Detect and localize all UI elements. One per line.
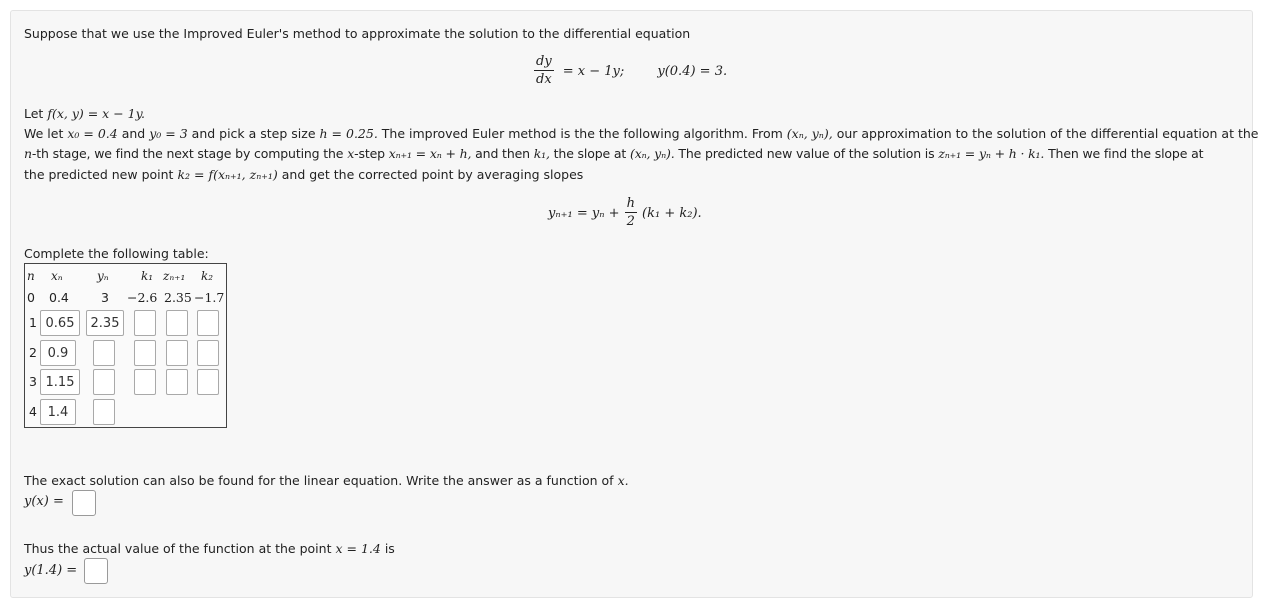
- para-text: and: [121, 126, 146, 141]
- row2-n: 2: [29, 345, 37, 360]
- row2-k2-input[interactable]: [197, 340, 219, 366]
- row0-n: 0: [27, 290, 35, 305]
- update-num: h: [626, 196, 635, 211]
- para-math: zₙ₊₁ = yₙ + h · k₁.: [938, 146, 1045, 161]
- row4-x-input[interactable]: 1.4: [40, 399, 76, 425]
- ode-equation: [534, 54, 727, 87]
- para-math: x₀ = 0.4: [67, 126, 118, 141]
- para-text: -th stage, we find the next stage by computing the: [31, 146, 344, 161]
- para-math: k₂ = f(xₙ₊₁, zₙ₊₁): [177, 167, 278, 182]
- exact-solution-input[interactable]: [72, 490, 96, 516]
- exact-prompt-text: The exact solution can also be found for the linear equation. Write the answer as a function of: [24, 473, 614, 488]
- intro-text: Suppose that we use the Improved Euler's method to approximate the solution to the differential equation: [24, 26, 691, 41]
- para-text: The improved Euler method is the the following algorithm. From: [381, 126, 783, 141]
- para-text: the slope at: [553, 146, 627, 161]
- row3-k1-input[interactable]: [134, 369, 156, 395]
- para-text: -step: [354, 146, 385, 161]
- row2-x-input[interactable]: 0.9: [40, 340, 76, 366]
- para-math: xₙ₊₁ = xₙ + h,: [388, 146, 472, 161]
- header-n: n: [27, 269, 35, 283]
- let-f-math: f(x, y) = x − 1y.: [47, 106, 145, 121]
- header-k2: k₂: [201, 269, 214, 283]
- row2-y-input[interactable]: [93, 340, 115, 366]
- update-den: 2: [626, 214, 635, 229]
- update-lhs: yₙ₊₁ = yₙ +: [548, 206, 620, 221]
- row1-k1-input[interactable]: [134, 310, 156, 336]
- row0-z: 2.35: [164, 290, 192, 305]
- row3-y-input[interactable]: [93, 369, 115, 395]
- actual-prompt-text: Thus the actual value of the function at the point: [24, 541, 332, 556]
- actual-prompt-text-2: is: [384, 541, 395, 556]
- update-rhs: (k₁ + k₂).: [642, 206, 702, 221]
- actual-prompt: [24, 541, 395, 556]
- row3-n: 3: [29, 374, 37, 389]
- update-formula: [548, 196, 702, 229]
- para-math: h = 0.25.: [319, 126, 378, 141]
- para-text: The predicted new value of the solution is: [678, 146, 935, 161]
- para-math: k₁,: [533, 146, 550, 161]
- exact-prompt: [24, 473, 629, 488]
- ode-initial-condition: y(0.4) = 3.: [657, 64, 728, 79]
- row0-y: 3: [101, 290, 109, 305]
- row1-y-input[interactable]: 2.35: [86, 310, 124, 336]
- row3-x-input[interactable]: 1.15: [40, 369, 80, 395]
- table-prompt: Complete the following table:: [24, 246, 209, 261]
- actual-value-input[interactable]: [84, 558, 108, 584]
- para-text: We let: [24, 126, 64, 141]
- row1-z-input[interactable]: [166, 310, 188, 336]
- para-text: the predicted new point: [24, 167, 174, 182]
- para-text: our approximation to the solution of the differential equation at the: [836, 126, 1259, 141]
- exact-label: y(x) =: [24, 494, 64, 509]
- row2-z-input[interactable]: [166, 340, 188, 366]
- row0-k2: −1.7: [194, 290, 225, 305]
- header-zn1: zₙ₊₁: [163, 269, 186, 283]
- row4-n: 4: [29, 404, 37, 419]
- actual-label: y(1.4) =: [24, 563, 78, 578]
- para-math: y₀ = 3: [149, 126, 188, 141]
- ode-lhs-den: dx: [536, 72, 552, 87]
- row4-y-input[interactable]: [93, 399, 115, 425]
- para-math: x: [347, 146, 355, 161]
- actual-prompt-math: x = 1.4: [335, 541, 381, 556]
- para-math: (xₙ, yₙ).: [629, 146, 675, 161]
- row1-x-input[interactable]: 0.65: [40, 310, 80, 336]
- let-f-label: Let: [24, 106, 44, 121]
- para-math: n: [24, 146, 32, 161]
- row3-z-input[interactable]: [166, 369, 188, 395]
- row0-k1: −2.6: [127, 290, 158, 305]
- header-xn: xₙ: [51, 269, 63, 283]
- row0-x: 0.4: [49, 290, 69, 305]
- para-text: Then we find the slope at: [1048, 146, 1204, 161]
- para-line-1: [24, 126, 1258, 141]
- ode-rhs: = x − 1y;: [562, 64, 625, 79]
- exact-prompt-math: x.: [617, 473, 629, 488]
- row1-k2-input[interactable]: [197, 310, 219, 336]
- let-f-line: [24, 106, 145, 121]
- ode-lhs-num: dy: [536, 54, 552, 69]
- row1-n: 1: [29, 315, 37, 330]
- header-yn: yₙ: [97, 269, 109, 283]
- row2-k1-input[interactable]: [134, 340, 156, 366]
- para-math: (xₙ, yₙ),: [786, 126, 833, 141]
- para-line-2: [24, 146, 1203, 161]
- para-text: and get the corrected point by averaging slopes: [281, 167, 584, 182]
- para-text: and pick a step size: [191, 126, 316, 141]
- row3-k2-input[interactable]: [197, 369, 219, 395]
- header-k1: k₁: [141, 269, 154, 283]
- para-line-3: [24, 167, 583, 182]
- para-text: and then: [475, 146, 530, 161]
